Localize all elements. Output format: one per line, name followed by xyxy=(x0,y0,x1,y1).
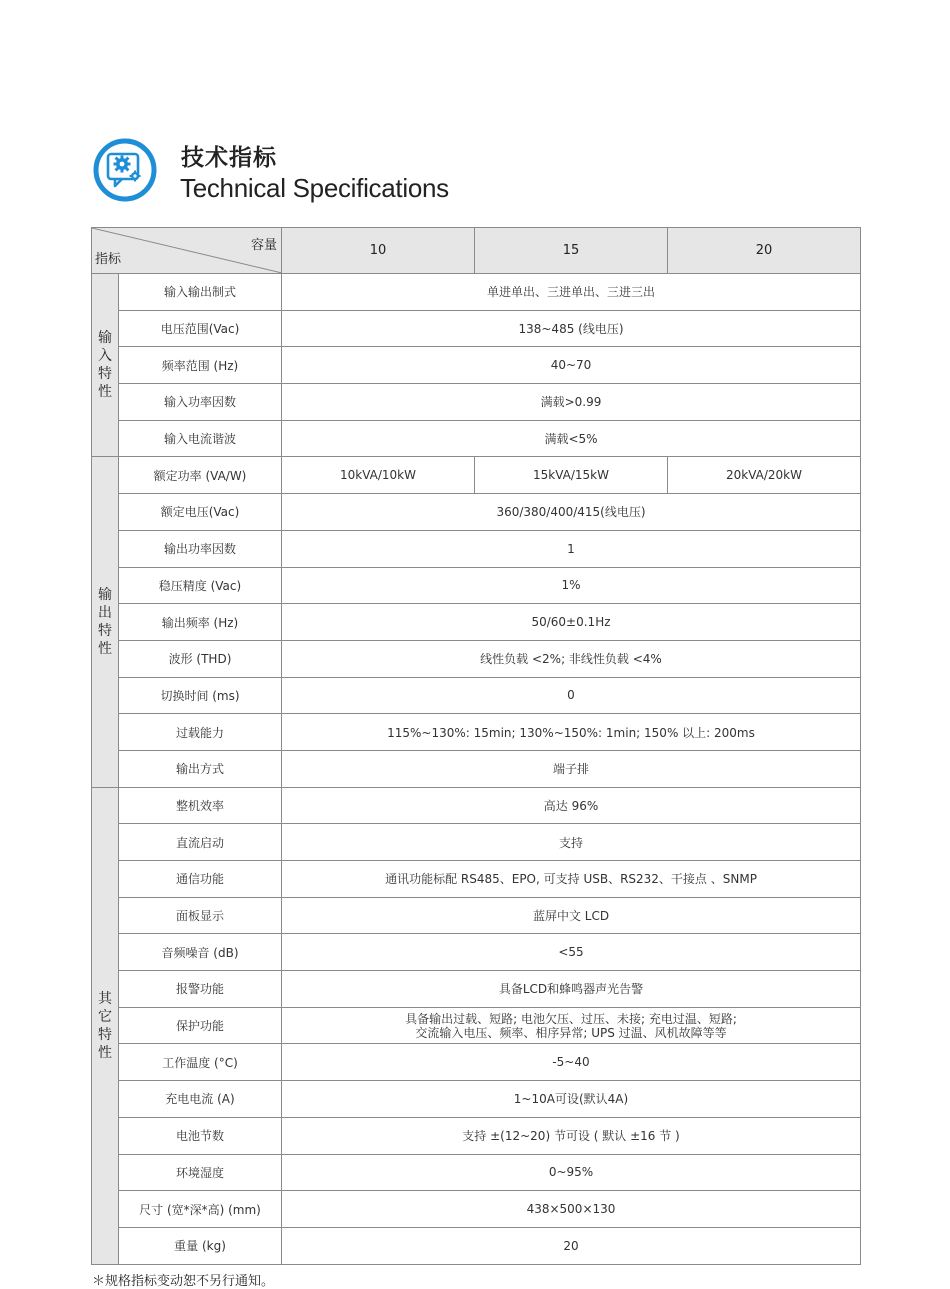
row-label: 环境湿度 xyxy=(119,1154,282,1191)
group-label-text: 输出特性 xyxy=(98,587,112,658)
row-value-line: 交流输入电压、频率、相序异常; UPS 过温、风机故障等等 xyxy=(415,1025,727,1040)
table-row xyxy=(92,1227,861,1264)
table-row xyxy=(92,787,861,824)
capacity-header: 15 xyxy=(475,228,668,274)
row-value: 满载>0.99 xyxy=(282,384,861,421)
row-value-line: 具备输出过载、短路; 电池欠压、过压、未接; 充电过温、短路; xyxy=(405,1011,737,1026)
table-row xyxy=(92,640,861,677)
table-row xyxy=(92,457,861,494)
footnote: ＊规格指标变动恕不另行通知。 xyxy=(92,1274,275,1289)
row-value: 10kVA/10kW xyxy=(282,457,475,494)
row-value: 蓝屏中文 LCD xyxy=(282,897,861,934)
row-value: 360/380/400/415(线电压) xyxy=(282,494,861,531)
row-value xyxy=(282,1007,861,1044)
row-label: 电压范围(Vac) xyxy=(119,310,282,347)
row-value: -5~40 xyxy=(282,1044,861,1081)
row-label: 稳压精度 (Vac) xyxy=(119,567,282,604)
row-value: 满载<5% xyxy=(282,420,861,457)
row-label: 充电电流 (A) xyxy=(119,1081,282,1118)
row-value: 20kVA/20kW xyxy=(668,457,861,494)
row-value: 具备LCD和蜂鸣器声光告警 xyxy=(282,971,861,1008)
indicator-label: 指标 xyxy=(95,252,122,267)
capacity-label: 容量 xyxy=(250,238,277,253)
row-label: 频率范围 (Hz) xyxy=(119,347,282,384)
table-row xyxy=(92,1117,861,1154)
table-row xyxy=(92,934,861,971)
table-row xyxy=(92,750,861,787)
row-label: 工作温度 (°C) xyxy=(119,1044,282,1081)
row-label: 额定电压(Vac) xyxy=(119,494,282,531)
row-label: 电池节数 xyxy=(119,1117,282,1154)
row-value: 115%~130%: 15min; 130%~150%: 1min; 150% 以上: 200ms xyxy=(282,714,861,751)
page-title-en: Technical Specifications xyxy=(180,173,449,203)
table-row xyxy=(92,420,861,457)
row-value: 0 xyxy=(282,677,861,714)
row-label: 输入功率因数 xyxy=(119,384,282,421)
page-title-cn: 技术指标 xyxy=(181,145,277,171)
corner-cell xyxy=(92,228,282,274)
row-label: 音频噪音 (dB) xyxy=(119,934,282,971)
group-label xyxy=(92,457,119,787)
row-label: 面板显示 xyxy=(119,897,282,934)
table-row xyxy=(92,677,861,714)
row-value: 单进单出、三进单出、三进三出 xyxy=(282,274,861,311)
capacity-header: 20 xyxy=(668,228,861,274)
row-label: 切换时间 (ms) xyxy=(119,677,282,714)
row-value: 支持 ±(12~20) 节可设 ( 默认 ±16 节 ) xyxy=(282,1117,861,1154)
table-header-row xyxy=(92,228,861,274)
row-value: 138~485 (线电压) xyxy=(282,310,861,347)
table-row xyxy=(92,567,861,604)
table-row xyxy=(92,384,861,421)
row-label: 输入电流谐波 xyxy=(119,420,282,457)
table-row xyxy=(92,714,861,751)
table-row xyxy=(92,604,861,641)
row-label: 重量 (kg) xyxy=(119,1227,282,1264)
table-row xyxy=(92,494,861,531)
row-value: 1 xyxy=(282,530,861,567)
table-row xyxy=(92,1191,861,1228)
row-value: 1% xyxy=(282,567,861,604)
row-value: 50/60±0.1Hz xyxy=(282,604,861,641)
page-header xyxy=(93,131,793,211)
row-value: 1~10A可设(默认4A) xyxy=(282,1081,861,1118)
row-label: 输入输出制式 xyxy=(119,274,282,311)
row-value: 0~95% xyxy=(282,1154,861,1191)
row-value: 高达 96% xyxy=(282,787,861,824)
row-value: 20 xyxy=(282,1227,861,1264)
row-label: 过载能力 xyxy=(119,714,282,751)
table-row xyxy=(92,347,861,384)
table-row xyxy=(92,310,861,347)
row-value: 线性负载 <2%; 非线性负载 <4% xyxy=(282,640,861,677)
table-row xyxy=(92,971,861,1008)
table-row xyxy=(92,530,861,567)
row-label: 直流启动 xyxy=(119,824,282,861)
row-value: 40~70 xyxy=(282,347,861,384)
row-value: 438×500×130 xyxy=(282,1191,861,1228)
table-row xyxy=(92,1154,861,1191)
row-label: 尺寸 (宽*深*高) (mm) xyxy=(119,1191,282,1228)
row-label: 输出频率 (Hz) xyxy=(119,604,282,641)
group-label-text: 输入特性 xyxy=(98,330,112,401)
row-label: 整机效率 xyxy=(119,787,282,824)
row-label: 输出方式 xyxy=(119,750,282,787)
table-row xyxy=(92,861,861,898)
table-row xyxy=(92,274,861,311)
row-label: 波形 (THD) xyxy=(119,640,282,677)
gear-chat-icon xyxy=(93,131,157,209)
row-label: 保护功能 xyxy=(119,1007,282,1044)
row-value: 支持 xyxy=(282,824,861,861)
group-label xyxy=(92,274,119,457)
row-value: 15kVA/15kW xyxy=(475,457,668,494)
row-label: 报警功能 xyxy=(119,971,282,1008)
group-label-text: 其它特性 xyxy=(98,990,112,1061)
table-row xyxy=(92,824,861,861)
capacity-header: 10 xyxy=(282,228,475,274)
row-label: 输出功率因数 xyxy=(119,530,282,567)
table-row xyxy=(92,1044,861,1081)
group-label xyxy=(92,787,119,1264)
row-label: 额定功率 (VA/W) xyxy=(119,457,282,494)
table-row xyxy=(92,897,861,934)
spec-table xyxy=(91,227,861,1265)
row-value: <55 xyxy=(282,934,861,971)
table-row xyxy=(92,1081,861,1118)
row-label: 通信功能 xyxy=(119,861,282,898)
row-value: 端子排 xyxy=(282,750,861,787)
row-value: 通讯功能标配 RS485、EPO, 可支持 USB、RS232、干接点 、SNMP xyxy=(282,861,861,898)
table-row xyxy=(92,1007,861,1044)
